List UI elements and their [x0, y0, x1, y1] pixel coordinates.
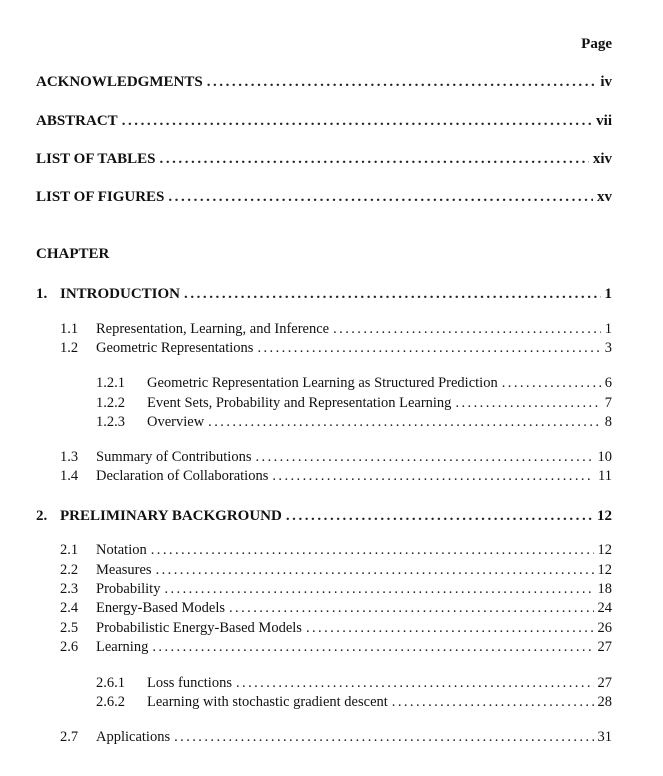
toc-section-number: 1.1 — [60, 321, 79, 337]
toc-entry-title: ABSTRACT — [36, 113, 118, 129]
toc-subsection-1-2-3[interactable] — [96, 413, 612, 431]
toc-section-title: Summary of Contributions — [96, 449, 252, 465]
toc-chapter-title: INTRODUCTION — [60, 286, 181, 302]
toc-section-title: Geometric Representations — [96, 340, 254, 356]
toc-entry-list-of-tables[interactable] — [36, 150, 612, 168]
toc-entry-page: 12 — [597, 508, 612, 524]
toc-subsection-number: 1.2.2 — [96, 395, 125, 411]
toc-section-number: 2.7 — [60, 729, 79, 745]
toc-section-1-3[interactable] — [60, 448, 612, 466]
toc-section-title: Measures — [96, 562, 152, 578]
toc-section-title: Applications — [96, 729, 171, 745]
toc-entry-page: 12 — [597, 542, 612, 558]
toc-entry-title: ACKNOWLEDGMENTS — [36, 74, 203, 90]
toc-section-2-7[interactable] — [60, 728, 612, 746]
toc-section-title: Declaration of Collaborations — [96, 468, 269, 484]
dot-leader — [208, 413, 601, 431]
toc-section-title: Probabilistic Energy-Based Models — [96, 620, 302, 636]
toc-section-number: 1.3 — [60, 449, 79, 465]
dot-leader — [229, 599, 594, 617]
toc-entry-page: 1 — [604, 286, 612, 302]
toc-entry-title: LIST OF TABLES — [36, 151, 156, 167]
toc-entry-page: xiv — [592, 151, 612, 167]
dot-leader — [122, 112, 592, 130]
toc-section-2-2[interactable] — [60, 561, 612, 579]
toc-section-2-6[interactable] — [60, 638, 612, 656]
toc-section-number: 2.3 — [60, 581, 79, 597]
toc-subsection-title: Geometric Representation Learning as Structured Prediction — [147, 375, 498, 391]
dot-leader — [333, 320, 601, 338]
toc-section-number: 2.2 — [60, 562, 79, 578]
toc-section-1-4[interactable] — [60, 467, 612, 485]
toc-section-title: Probability — [96, 581, 161, 597]
toc-subsection-1-2-2[interactable] — [96, 394, 612, 412]
toc-subsection-number: 2.6.1 — [96, 675, 125, 691]
toc-entry-abstract[interactable] — [36, 112, 612, 130]
chapter-heading: CHAPTER — [36, 246, 110, 262]
dot-leader — [272, 467, 594, 485]
dot-leader — [164, 580, 593, 598]
toc-subsection-number: 2.6.2 — [96, 694, 125, 710]
toc-entry-page: 6 — [604, 375, 612, 391]
toc-subsection-title: Event Sets, Probability and Representation Learning — [147, 395, 452, 411]
toc-section-2-1[interactable] — [60, 541, 612, 559]
toc-section-number: 2.5 — [60, 620, 79, 636]
toc-chapter-2[interactable] — [36, 507, 612, 525]
toc-section-number: 1.4 — [60, 468, 79, 484]
toc-section-title: Notation — [96, 542, 147, 558]
toc-entry-page: 27 — [597, 639, 612, 655]
dot-leader — [306, 619, 594, 637]
toc-entry-page: 27 — [597, 675, 612, 691]
toc-section-2-5[interactable] — [60, 619, 612, 637]
toc-entry-page: 8 — [604, 414, 612, 430]
toc-entry-list-of-figures[interactable] — [36, 188, 612, 206]
toc-entry-page: 10 — [597, 449, 612, 465]
dot-leader — [168, 188, 593, 206]
dot-leader — [286, 507, 593, 525]
toc-section-number: 1.2 — [60, 340, 79, 356]
toc-section-2-4[interactable] — [60, 599, 612, 617]
dot-leader — [502, 374, 601, 392]
dot-leader — [174, 728, 593, 746]
toc-entry-page: 12 — [597, 562, 612, 578]
dot-leader — [392, 693, 594, 711]
toc-subsection-title: Overview — [147, 414, 205, 430]
toc-entry-acknowledgments[interactable] — [36, 73, 612, 91]
toc-section-number: 2.4 — [60, 600, 79, 616]
toc-entry-page: 28 — [597, 694, 612, 710]
dot-leader — [207, 73, 597, 91]
toc-subsection-title: Loss functions — [147, 675, 232, 691]
toc-subsection-title: Learning with stochastic gradient descent — [147, 694, 388, 710]
toc-entry-page: 24 — [597, 600, 612, 616]
toc-chapter-1[interactable] — [36, 285, 612, 303]
toc-section-number: 2.1 — [60, 542, 79, 558]
toc-entry-page: vii — [596, 113, 612, 129]
toc-entry-page: iv — [600, 74, 612, 90]
dot-leader — [257, 339, 600, 357]
toc-entry-page: 18 — [597, 581, 612, 597]
toc-subsection-number: 1.2.1 — [96, 375, 125, 391]
toc-section-number: 2.6 — [60, 639, 79, 655]
toc-subsection-2-6-2[interactable] — [96, 693, 612, 711]
dot-leader — [156, 561, 594, 579]
toc-entry-page: 7 — [604, 395, 612, 411]
toc-chapter-title: PRELIMINARY BACKGROUND — [60, 508, 282, 524]
dot-leader — [184, 285, 600, 303]
toc-entry-page: 3 — [604, 340, 612, 356]
toc-section-title: Energy-Based Models — [96, 600, 225, 616]
dot-leader — [236, 674, 594, 692]
toc-entry-page: 1 — [604, 321, 612, 337]
toc-entry-page: 31 — [597, 729, 612, 745]
toc-entry-page: 26 — [597, 620, 612, 636]
dot-leader — [151, 541, 594, 559]
dot-leader — [152, 638, 593, 656]
toc-entry-title: LIST OF FIGURES — [36, 189, 165, 205]
toc-section-1-2[interactable] — [60, 339, 612, 357]
toc-subsection-1-2-1[interactable] — [96, 374, 612, 392]
toc-section-1-1[interactable] — [60, 320, 612, 338]
toc-subsection-number: 1.2.3 — [96, 414, 125, 430]
toc-section-2-3[interactable] — [60, 580, 612, 598]
dot-leader — [160, 150, 589, 168]
toc-entry-page: 11 — [598, 468, 612, 484]
dot-leader — [455, 394, 600, 412]
toc-chapter-number: 2. — [36, 508, 48, 524]
dot-leader — [255, 448, 593, 466]
page-column-header: Page — [581, 36, 612, 52]
toc-section-title: Learning — [96, 639, 149, 655]
toc-chapter-number: 1. — [36, 286, 48, 302]
toc-entry-page: xv — [597, 189, 612, 205]
toc-section-title: Representation, Learning, and Inference — [96, 321, 330, 337]
toc-subsection-2-6-1[interactable] — [96, 674, 612, 692]
